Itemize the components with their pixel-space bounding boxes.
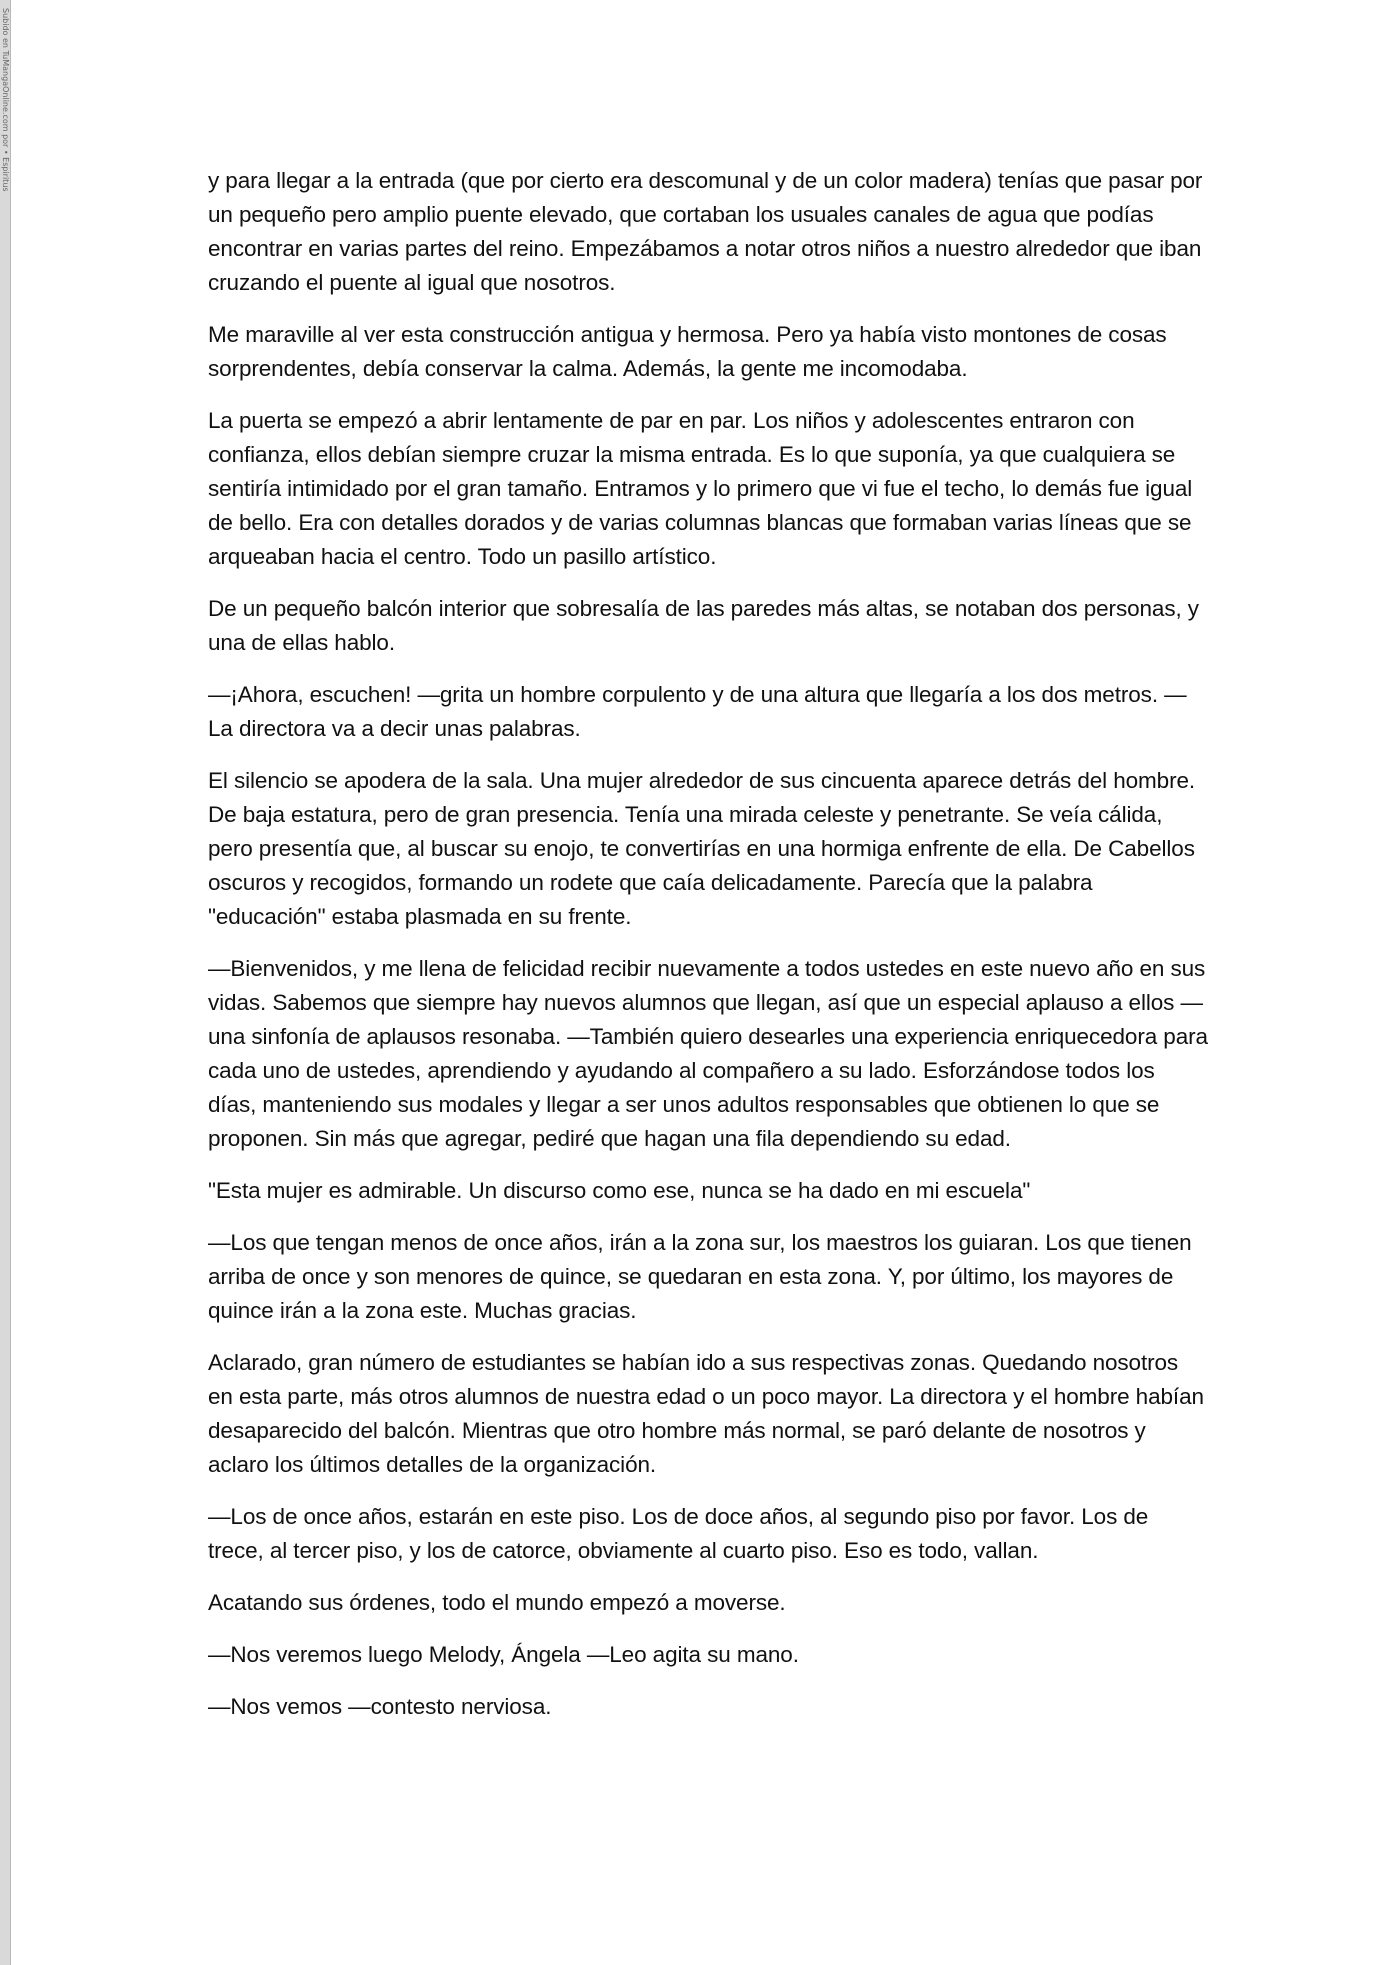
paragraph: El silencio se apodera de la sala. Una mujer alrededor de sus cincuenta aparece detrás del hombre. De baja estatura, pero de gran presencia. Tenía una mirada celeste y penetrante. Se veía cálida, pero presentía que, al buscar su enojo, te convertirías en una hormiga enfrente de ella. De Cabellos oscuros y recogidos, formando un rodete que caía delicadamente. Parecía que la palabra "educación" estaba plasmada en su frente.: [208, 768, 1196, 929]
paragraph: Me maraville al ver esta construcción antigua y hermosa. Pero ya había visto montones de cosas sorprendentes, debía conservar la calma. Además, la gente me incomodaba.: [208, 322, 1167, 381]
paragraph: y para llegar a la entrada (que por cierto era descomunal y de un color madera) tenías que pasar por un pequeño pero amplio puente elevado, que cortaban los usuales canales de agua que podías encontrar en varias partes del reino. Empezábamos a notar otros niños a nuestro alrededor que iban cruzando el puente al igual que nosotros.: [208, 168, 1203, 295]
paragraph: La puerta se empezó a abrir lentamente de par en par. Los niños y adolescentes entraron con confianza, ellos debían siempre cruzar la misma entrada. Es lo que suponía, ya que cualquiera se sentiría intimidado por el gran tamaño. Entramos y lo primero que vi fue el techo, lo demás fue igual de bello. Era con detalles dorados y de varias columnas blancas que formaban varias líneas que se arqueaban hacia el centro. Todo un pasillo artístico.: [208, 408, 1193, 569]
paragraph: De un pequeño balcón interior que sobresalía de las paredes más altas, se notaban dos personas, y una de ellas hablo.: [208, 596, 1199, 655]
paragraph: —Nos vemos —contesto nerviosa.: [208, 1694, 552, 1719]
upload-credit-label: Subido en TuMangaOnline.com por • Espiritus: [1, 8, 10, 192]
paragraph: —Los de once años, estarán en este piso. Los de doce años, al segundo piso por favor. Los de trece, al tercer piso, y los de catorce, obviamente al cuarto piso. Eso es todo, vallan.: [208, 1504, 1149, 1563]
paragraph: —Los que tengan menos de once años, irán a la zona sur, los maestros los guiaran. Los que tienen arriba de once y son menores de quince, se quedaran en esta zona. Y, por último, los mayores de quince irán a la zona este. Muchas gracias.: [208, 1230, 1192, 1323]
document-body: [208, 164, 1208, 1742]
paragraph: Aclarado, gran número de estudiantes se habían ido a sus respectivas zonas. Quedando nosotros en esta parte, más otros alumnos de nuestra edad o un poco mayor. La directora y el hombre habían desaparecido del balcón. Mientras que otro hombre más normal, se paró delante de nosotros y aclaro los últimos detalles de la organización.: [208, 1350, 1204, 1477]
side-strip: [0, 0, 11, 1965]
paragraph: —Bienvenidos, y me llena de felicidad recibir nuevamente a todos ustedes en este nuevo año en sus vidas. Sabemos que siempre hay nuevos alumnos que llegan, así que un especial aplauso a ellos —una sinfonía de aplausos resonaba. —También quiero desearles una experiencia enriquecedora para cada uno de ustedes, aprendiendo y ayudando al compañero a su lado. Esforzándose todos los días, manteniendo sus modales y llegar a ser unos adultos responsables que obtienen lo que se proponen. Sin más que agregar, pediré que hagan una fila dependiendo su edad.: [208, 956, 1208, 1151]
paragraph: —Nos veremos luego Melody, Ángela —Leo agita su mano.: [208, 1642, 799, 1667]
paragraph: —¡Ahora, escuchen! —grita un hombre corpulento y de una altura que llegaría a los dos metros. —La directora va a decir unas palabras.: [208, 682, 1187, 741]
paragraph: Acatando sus órdenes, todo el mundo empezó a moverse.: [208, 1590, 786, 1615]
paragraph: "Esta mujer es admirable. Un discurso como ese, nunca se ha dado en mi escuela": [208, 1178, 1031, 1203]
